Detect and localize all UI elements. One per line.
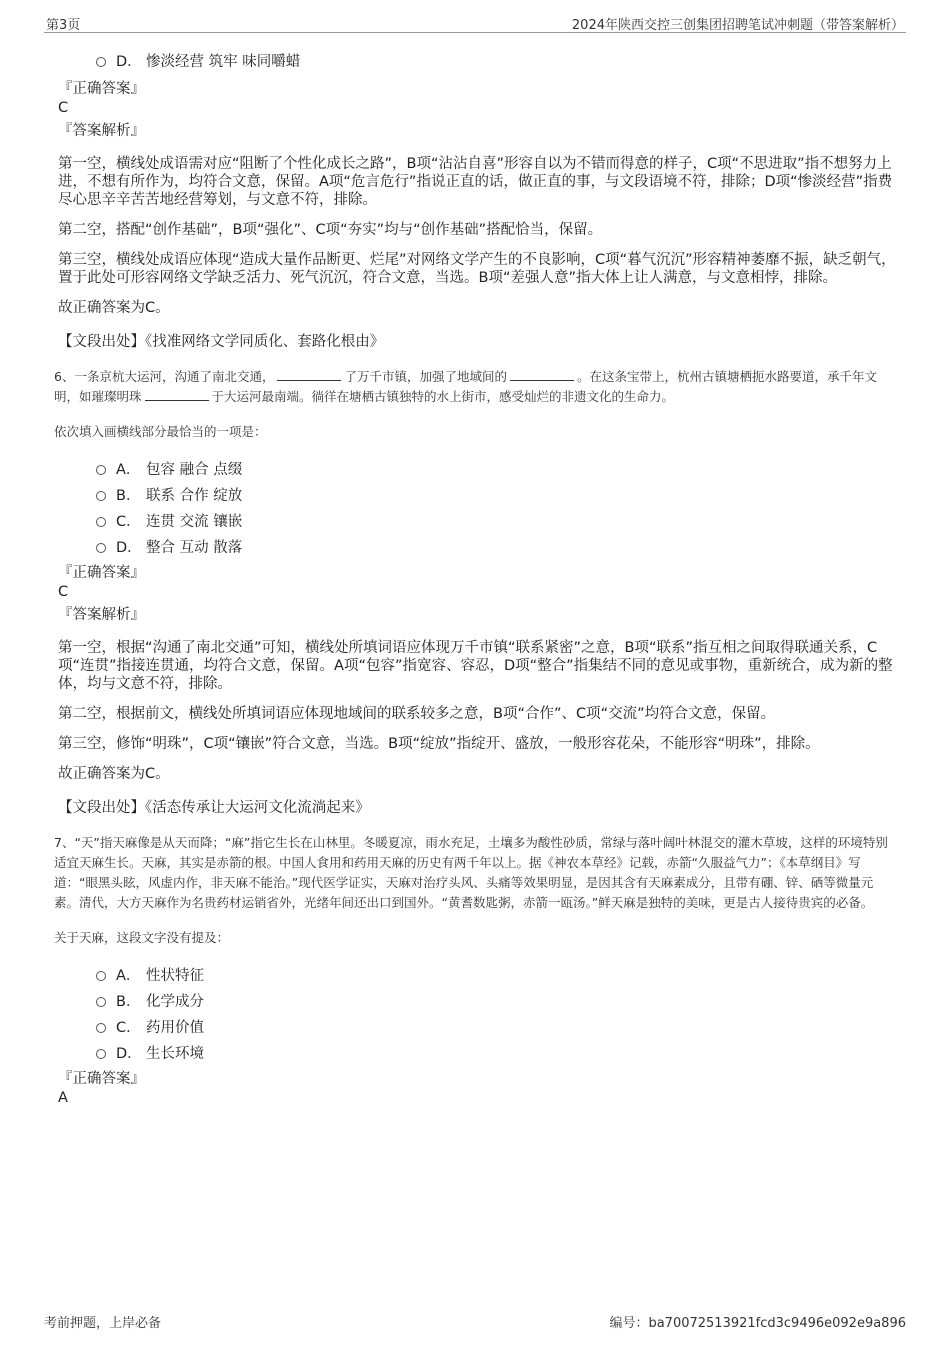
q5-analysis-1: 第一空，横线处成语需对应“阻断了个性化成长之路”，B项“沾沾自喜”形容自以为不错而得意的样子，C项“不思进取”指不想努力上进，不想有所作为，均符合文意，保留。A项“危言危行”指说正直的话，做正直的事，与文段语境不符，排除；D项“惨淡经营”指费尽心思辛辛苦苦地经营筹划，与文意不符，排除。 — [58, 156, 893, 208]
footer-slogan: 考前押题，上岸必备 — [44, 1316, 162, 1331]
q6-option-b[interactable]: B． 联系 合作 绽放 — [96, 481, 896, 507]
radio-icon[interactable] — [96, 997, 106, 1007]
q7-option-b[interactable]: B． 化学成分 — [96, 987, 896, 1013]
q7-option-a[interactable]: A． 性状特征 — [96, 961, 896, 987]
q6-prompt: 依次填入画横线部分最恰当的一项是： — [54, 424, 267, 439]
q7-answer: A — [58, 1090, 68, 1106]
fill-blank — [277, 368, 341, 381]
q6-stem: 6、一条京杭大运河，沟通了南北交通， 了万千市镇，加强了地域间的 。在这条宝带上，杭州古镇塘栖扼水路要道，承千年文明，如璀璨明珠 于大运河最南端。徜徉在塘栖古镇独特的水上街市，感受灿烂的非遗文化的生命力。 — [54, 369, 877, 404]
correct-answer-label: 『正确答案』 — [58, 1071, 145, 1087]
page-content — [56, 47, 896, 1111]
correct-answer-label: 『正确答案』 — [58, 81, 145, 97]
q5-option-d[interactable]: D． 惨淡经营 筑牢 味同嚼蜡 — [96, 47, 896, 73]
q5-source: 【文段出处】《找准网络文学同质化、套路化根由》 — [58, 334, 385, 350]
fill-blank — [145, 388, 209, 401]
q7-option-d[interactable]: D． 生长环境 — [96, 1039, 896, 1065]
q7-option-c[interactable]: C． 药用价值 — [96, 1013, 896, 1039]
radio-icon[interactable] — [96, 971, 106, 981]
analysis-label: 『答案解析』 — [58, 123, 145, 139]
q5-analysis-2: 第二空，搭配“创作基础”，B项“强化”、C项“夯实”均与“创作基础”搭配恰当，保留。 — [58, 222, 603, 238]
document-title: 2024年陕西交控三创集团招聘笔试冲刺题（带答案解析） — [571, 18, 904, 33]
radio-icon[interactable] — [96, 517, 106, 527]
q6-option-d[interactable]: D． 整合 互动 散落 — [96, 533, 896, 559]
radio-icon[interactable] — [96, 57, 106, 67]
q6-analysis-2: 第二空，根据前文，横线处所填词语应体现地域间的联系较多之意，B项“合作”、C项“交流”均符合文意，保留。 — [58, 706, 776, 722]
q6-option-a[interactable]: A． 包容 融合 点缀 — [96, 455, 896, 481]
q7-stem: 7、“天”指天麻像是从天而降；“麻”指它生长在山林里。冬暖夏凉，雨水充足，土壤多为酸性砂质，常绿与落叶阔叶林混交的灌木草坡，这样的环境特别适宜天麻生长。天麻，其实是赤箭的根。中国人食用和药用天麻的历史有两千年以上。据《神农本草经》记载，赤箭“久服益气力”；《本草纲目》写道：“眼黑头眩，风虚内作，非天麻不能治。”现代医学证实，天麻对治疗头风、头痛等效果明显，是因其含有天麻素成分，且带有硼、锌、硒等微量元素。清代，大方天麻作为名贵药材运销省外，光绪年间还出口到国外。“黄耆数匙粥，赤箭一瓯汤。”鲜天麻是独特的美味，更是古人接待贵宾的必备。 — [54, 835, 888, 910]
radio-icon[interactable] — [96, 465, 106, 475]
page-header — [44, 12, 906, 33]
q6-option-c[interactable]: C． 连贯 交流 镶嵌 — [96, 507, 896, 533]
q7-prompt: 关于天麻，这段文字没有提及： — [54, 930, 230, 945]
q6-analysis-1: 第一空，根据“沟通了南北交通”可知，横线处所填词语应体现万千市镇“联系紧密”之意，B项“联系”指互相之间取得联通关系，C项“连贯”指接连贯通，均符合文意，保留。A项“包容”指宽容、容忍，D项“整合”指集结不同的意见或事物，重新统合，成为新的整体，均与文意不符，排除。 — [58, 640, 893, 692]
radio-icon[interactable] — [96, 543, 106, 553]
document-id: 编号：ba70072513921fcd3c9496e092e9a896 — [609, 1316, 906, 1331]
page-number: 第3页 — [46, 18, 81, 33]
q5-conclusion: 故正确答案为C。 — [58, 300, 170, 316]
radio-icon[interactable] — [96, 491, 106, 501]
radio-icon[interactable] — [96, 1023, 106, 1033]
q5-analysis-3: 第三空，横线处成语应体现“造成大量作品断更、烂尾”对网络文学产生的不良影响，C项“暮气沉沉”形容精神萎靡不振，缺乏朝气，置于此处可形容网络文学缺乏活力、死气沉沉，符合文意，当选。B项“差强人意”指大体上让人满意，与文意相悖，排除。 — [58, 252, 896, 286]
q6-analysis-3: 第三空，修饰“明珠”，C项“镶嵌”符合文意，当选。B项“绽放”指绽开、盛放，一般形容花朵，不能形容“明珠”，排除。 — [58, 736, 820, 752]
q6-source: 【文段出处】《活态传承让大运河文化流淌起来》 — [58, 800, 370, 816]
radio-icon[interactable] — [96, 1049, 106, 1059]
fill-blank — [510, 368, 574, 381]
q6-answer: C — [58, 584, 69, 600]
q6-conclusion: 故正确答案为C。 — [58, 766, 170, 782]
q5-answer: C — [58, 100, 69, 116]
analysis-label: 『答案解析』 — [58, 607, 145, 623]
correct-answer-label: 『正确答案』 — [58, 565, 145, 581]
